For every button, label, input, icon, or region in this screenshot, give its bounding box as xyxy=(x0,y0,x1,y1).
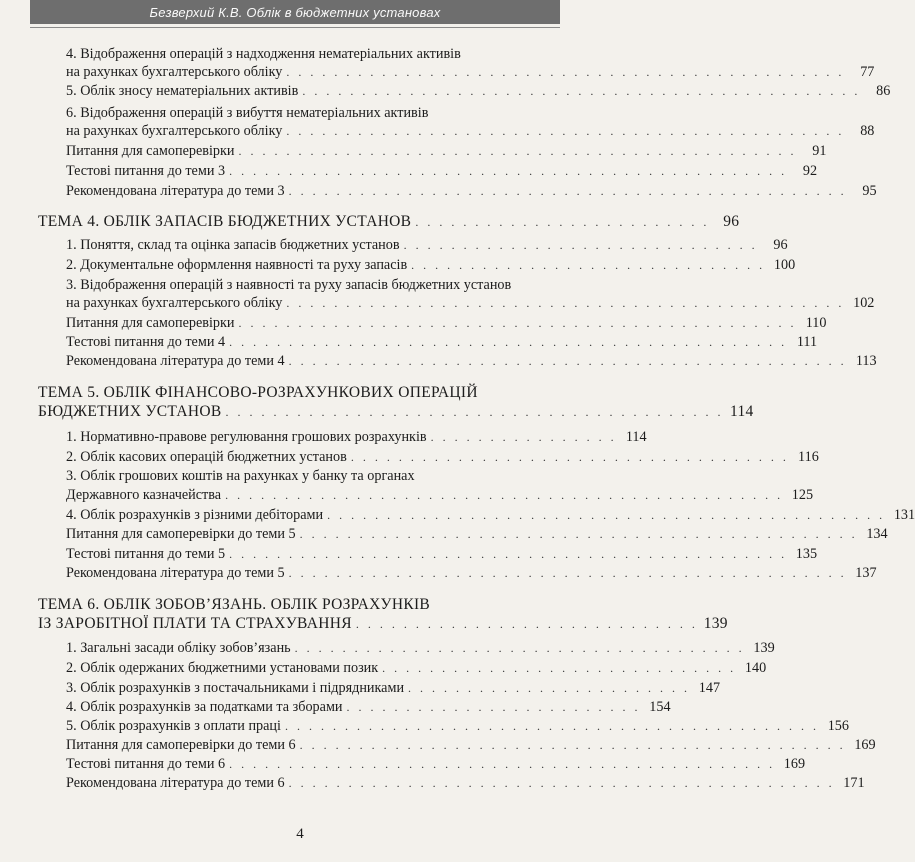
toc-entry xyxy=(66,236,788,254)
toc-entry-title: на рахунках бухгалтерського обліку xyxy=(66,295,283,311)
toc-entry xyxy=(66,774,865,792)
toc-entry-title: 1. Загальні засади обліку зобов’язань xyxy=(66,640,291,656)
toc-entry-title: Тестові питання до теми 4 xyxy=(66,334,226,350)
toc-entry xyxy=(66,486,814,504)
toc-entry xyxy=(66,352,877,370)
toc-entry xyxy=(66,294,875,312)
toc-entry-title: Питання для самоперевірки до теми 6 xyxy=(66,737,296,753)
page-number: 4 xyxy=(296,826,304,842)
toc-entry-first-line: 4. Відображення операцій з надходження нематеріальних активів xyxy=(66,46,461,62)
toc-entry xyxy=(66,142,827,160)
toc-entry-title: Питання для самоперевірки xyxy=(66,315,235,331)
toc-entry-title: 3. Облік розрахунків з постачальниками і підрядниками xyxy=(66,680,405,696)
toc-page-number: 113 xyxy=(855,353,877,369)
toc-page-number: 102 xyxy=(853,295,875,311)
toc-leader-dots: . . . . . . . . . . . . . . . . . . . . . . . . . . . . . . . . . . . . . . . . . . . . . . xyxy=(299,738,846,752)
toc-leader-dots: . . . . . . . . . . . . . . . . . . . . . . . . . . . . . . . . . . . . . . xyxy=(294,641,745,655)
toc-entry-title: 4. Облік розрахунків з різними дебіторами xyxy=(66,507,324,523)
toc-topic-title: БЮДЖЕТНИХ УСТАНОВ xyxy=(38,403,222,420)
toc-page-number: 125 xyxy=(791,487,814,503)
toc-entry xyxy=(66,333,818,351)
toc-entry-title: 2. Документальне оформлення наявності та руху запасів xyxy=(66,257,408,273)
toc-page-number: 169 xyxy=(854,737,876,753)
toc-page-number: 95 xyxy=(862,183,877,199)
toc-entry-title: 1. Нормативно-правове регулювання грошових розрахунків xyxy=(66,429,427,445)
toc-entry xyxy=(66,314,827,332)
toc-entry xyxy=(66,122,875,140)
toc-leader-dots: . . . . . . . . . . . . . . . . . . . . . . . . . . . . . . xyxy=(411,258,766,272)
toc-page-number: 131 xyxy=(893,507,915,523)
toc-entry-title: Рекомендована література до теми 4 xyxy=(66,353,285,369)
toc-page-number: 96 xyxy=(773,237,788,253)
toc-leader-dots: . . . . . . . . . . . . . . . . . . . . . . . . . . . . . . . . . . . . . . . . . . . . . . . xyxy=(288,354,847,368)
toc-page-number: 92 xyxy=(802,163,818,179)
toc-entry xyxy=(66,256,796,274)
toc-page-number: 134 xyxy=(866,526,888,542)
toc-topic-title: ІЗ ЗАРОБІТНОЇ ПЛАТИ ТА СТРАХУВАННЯ xyxy=(38,615,352,632)
toc-leader-dots: . . . . . . . . . . . . . . . . . . . . . . . . . . . . . . . . . . . . . . . . . . . . . . . xyxy=(225,488,784,502)
toc-entry-title: Рекомендована література до теми 3 xyxy=(66,183,285,199)
toc-page-number: 88 xyxy=(860,123,875,139)
toc-entry xyxy=(66,428,647,446)
toc-entry-first-line: 3. Облік грошових коштів на рахунках у банку та органах xyxy=(66,468,415,484)
toc-leader-dots: . . . . . . . . . . . . . . . . . . . . . . . . . . . . . . . . . . . . . . . . . . . . . . . xyxy=(286,124,845,138)
toc-entry xyxy=(66,162,818,180)
toc-entry xyxy=(66,639,775,657)
toc-entry xyxy=(66,63,875,81)
toc-entry-title: Державного казначейства xyxy=(66,487,222,503)
running-header xyxy=(30,0,560,24)
toc-leader-dots: . . . . . . . . . . . . . . . . . . . . . . . . . . . . . . . . . . . . . . . . . . . . . . xyxy=(288,776,835,790)
toc-leader-dots: . . . . . . . . . . . . . . . . . . . . . . . . . . . . . . . . . . . . . . . . . . . . . . . xyxy=(286,296,845,310)
toc-entry-title: Питання для самоперевірки xyxy=(66,143,235,159)
toc-leader-dots: . . . . . . . . . . . . . . . . . . . . . . . . . . . . . . . . . . . . . . . . . . . . . . . xyxy=(229,547,788,561)
toc-entry xyxy=(66,82,891,100)
toc-entry-title: на рахунках бухгалтерського обліку xyxy=(66,64,283,80)
toc-leader-dots: . . . . . . . . . . . . . . . . . . . . . . . . . . . . . . . . . . . . . . . . . . . . . . . xyxy=(327,508,886,522)
toc-leader-dots: . . . . . . . . . . . . . . . . . . . . . . . . . xyxy=(415,215,710,229)
toc-entry xyxy=(66,448,819,466)
toc-leader-dots: . . . . . . . . . . . . . . . . . . . . . . . . . . . . . . . . . . . . . . . . . . xyxy=(225,405,724,419)
toc-page-number: 77 xyxy=(860,64,875,80)
toc-leader-dots: . . . . . . . . . . . . . . . . . . . . . . . . . . . . . . . . . . . . . . . . . . . . . . . xyxy=(229,335,788,349)
toc-entry-title: 2. Облік одержаних бюджетними установами позик xyxy=(66,660,379,676)
header-rule xyxy=(30,27,560,28)
toc-entry xyxy=(66,717,849,735)
toc-entry-title: 5. Облік розрахунків з оплати праці xyxy=(66,718,281,734)
toc-leader-dots: . . . . . . . . . . . . . . . . . . . . . . . . . . . . . . . . . . . . . . . . . . . . . . xyxy=(229,757,776,771)
toc-entry-title: Питання для самоперевірки до теми 5 xyxy=(66,526,296,542)
toc-entry xyxy=(66,182,877,200)
toc-topic-title: ТЕМА 4. ОБЛІК ЗАПАСІВ БЮДЖЕТНИХ УСТАНОВ xyxy=(38,213,412,230)
toc-page-number: 137 xyxy=(855,565,877,581)
toc-page-number: 156 xyxy=(827,718,849,734)
toc-entry-title: Рекомендована література до теми 5 xyxy=(66,565,285,581)
toc-entry xyxy=(66,755,806,773)
toc-leader-dots: . . . . . . . . . . . . . . . . . . . . . . . . . . . . . . xyxy=(403,238,758,252)
toc-leader-dots: . . . . . . . . . . . . . . . . xyxy=(430,430,617,444)
toc-leader-dots: . . . . . . . . . . . . . . . . . . . . . . . . . . . . . . . . . . . . . . . . . . . . . . . xyxy=(286,65,845,79)
toc-topic-heading xyxy=(38,213,740,231)
toc-page-number: 169 xyxy=(783,756,806,772)
toc-leader-dots: . . . . . . . . . . . . . . . . . . . . . . . . . . . . . . xyxy=(382,661,737,675)
toc-entry-title: Тестові питання до теми 6 xyxy=(66,756,226,772)
toc-entry xyxy=(66,736,876,754)
toc-page-number: 140 xyxy=(744,660,767,676)
toc-leader-dots: . . . . . . . . . . . . . . . . . . . . . . . . . . . . . . . . . . . . . . . . . . . . . . . xyxy=(302,84,861,98)
toc-topic-heading xyxy=(38,403,754,421)
toc-topic-heading xyxy=(38,615,728,633)
toc-topic-heading-first-line: ТЕМА 6. ОБЛІК ЗОБОВ’ЯЗАНЬ. ОБЛІК РОЗРАХУНКІВ xyxy=(38,596,431,613)
toc-leader-dots: . . . . . . . . . . . . . . . . . . . . . . . . . . . . . . . . . . . . . . . . . . . . . . . xyxy=(238,144,797,158)
toc-page-number: 96 xyxy=(723,213,740,230)
toc-entry-first-line: 3. Відображення операцій з наявності та руху запасів бюджетних установ xyxy=(66,277,512,293)
toc-page-number: 154 xyxy=(649,699,671,715)
toc-entry xyxy=(66,506,915,524)
toc-entry-title: 5. Облік зносу нематеріальних активів xyxy=(66,83,299,99)
toc-leader-dots: . . . . . . . . . . . . . . . . . . . . . . . . . . . . . . . . . . . . . . . . . . . . . . . xyxy=(299,527,858,541)
toc-page-number: 114 xyxy=(625,429,647,445)
running-header-title: Безверхий К.В. Облік в бюджетних установах xyxy=(149,4,441,20)
toc-entry xyxy=(66,525,888,543)
toc-entry xyxy=(66,545,818,563)
toc-leader-dots: . . . . . . . . . . . . . . . . . . . . . . . . . . . . . . . . . . . . . . . . . . . . . . . xyxy=(238,316,797,330)
toc-page-number: 91 xyxy=(812,143,827,159)
toc-page-number: 171 xyxy=(843,775,865,791)
toc-entry-title: Рекомендована література до теми 6 xyxy=(66,775,285,791)
toc-page-number: 139 xyxy=(753,640,775,656)
toc-entry xyxy=(66,564,877,582)
toc-leader-dots: . . . . . . . . . . . . . . . . . . . . . . . . . . . . . . . . . . . . . . . . . . . . . . . xyxy=(288,566,847,580)
toc-page-number: 111 xyxy=(796,334,818,350)
toc-entry xyxy=(66,698,671,716)
toc-entry-first-line: 6. Відображення операцій з вибуття нематеріальних активів xyxy=(66,105,429,121)
toc-page-number: 147 xyxy=(698,680,721,696)
toc-entry xyxy=(66,679,721,697)
toc-page-number: 86 xyxy=(876,83,891,99)
toc-entry-title: Тестові питання до теми 5 xyxy=(66,546,226,562)
toc-page-number: 139 xyxy=(703,615,728,632)
toc-leader-dots: . . . . . . . . . . . . . . . . . . . . . . . . . . . . . . . . . . . . . . . . . . . . . xyxy=(284,719,819,733)
toc-leader-dots: . . . . . . . . . . . . . . . . . . . . . . . . . . . . . . . . . . . . . . . . . . . . . . . xyxy=(229,164,788,178)
toc-entry-title: Тестові питання до теми 3 xyxy=(66,163,226,179)
toc-entry xyxy=(66,659,767,677)
toc-entry-title: 2. Облік касових операцій бюджетних установ xyxy=(66,449,347,465)
toc-leader-dots: . . . . . . . . . . . . . . . . . . . . . . . . . . . . . . . . . . . . . . . . . . . . . . . xyxy=(288,184,847,198)
toc-entry-title: 4. Облік розрахунків за податками та зборами xyxy=(66,699,343,715)
toc-page-number: 100 xyxy=(773,257,796,273)
toc-entry-title: на рахунках бухгалтерського обліку xyxy=(66,123,283,139)
toc-leader-dots: . . . . . . . . . . . . . . . . . . . . . . . . . . . . . xyxy=(355,617,698,631)
toc-page-number: 114 xyxy=(729,403,754,420)
toc-page-number: 135 xyxy=(795,546,818,562)
toc-leader-dots: . . . . . . . . . . . . . . . . . . . . . . . . . . . . . . . . . . . . . xyxy=(350,450,789,464)
toc-leader-dots: . . . . . . . . . . . . . . . . . . . . . . . . xyxy=(408,681,691,695)
toc-leader-dots: . . . . . . . . . . . . . . . . . . . . . . . . . xyxy=(346,700,641,714)
toc-entry-title: 1. Поняття, склад та оцінка запасів бюджетних установ xyxy=(66,237,400,253)
toc-topic-heading-first-line: ТЕМА 5. ОБЛІК ФІНАНСОВО-РОЗРАХУНКОВИХ ОПЕРАЦІЙ xyxy=(38,384,478,401)
toc-page-number: 116 xyxy=(798,449,819,465)
toc-page-number: 110 xyxy=(805,315,827,331)
